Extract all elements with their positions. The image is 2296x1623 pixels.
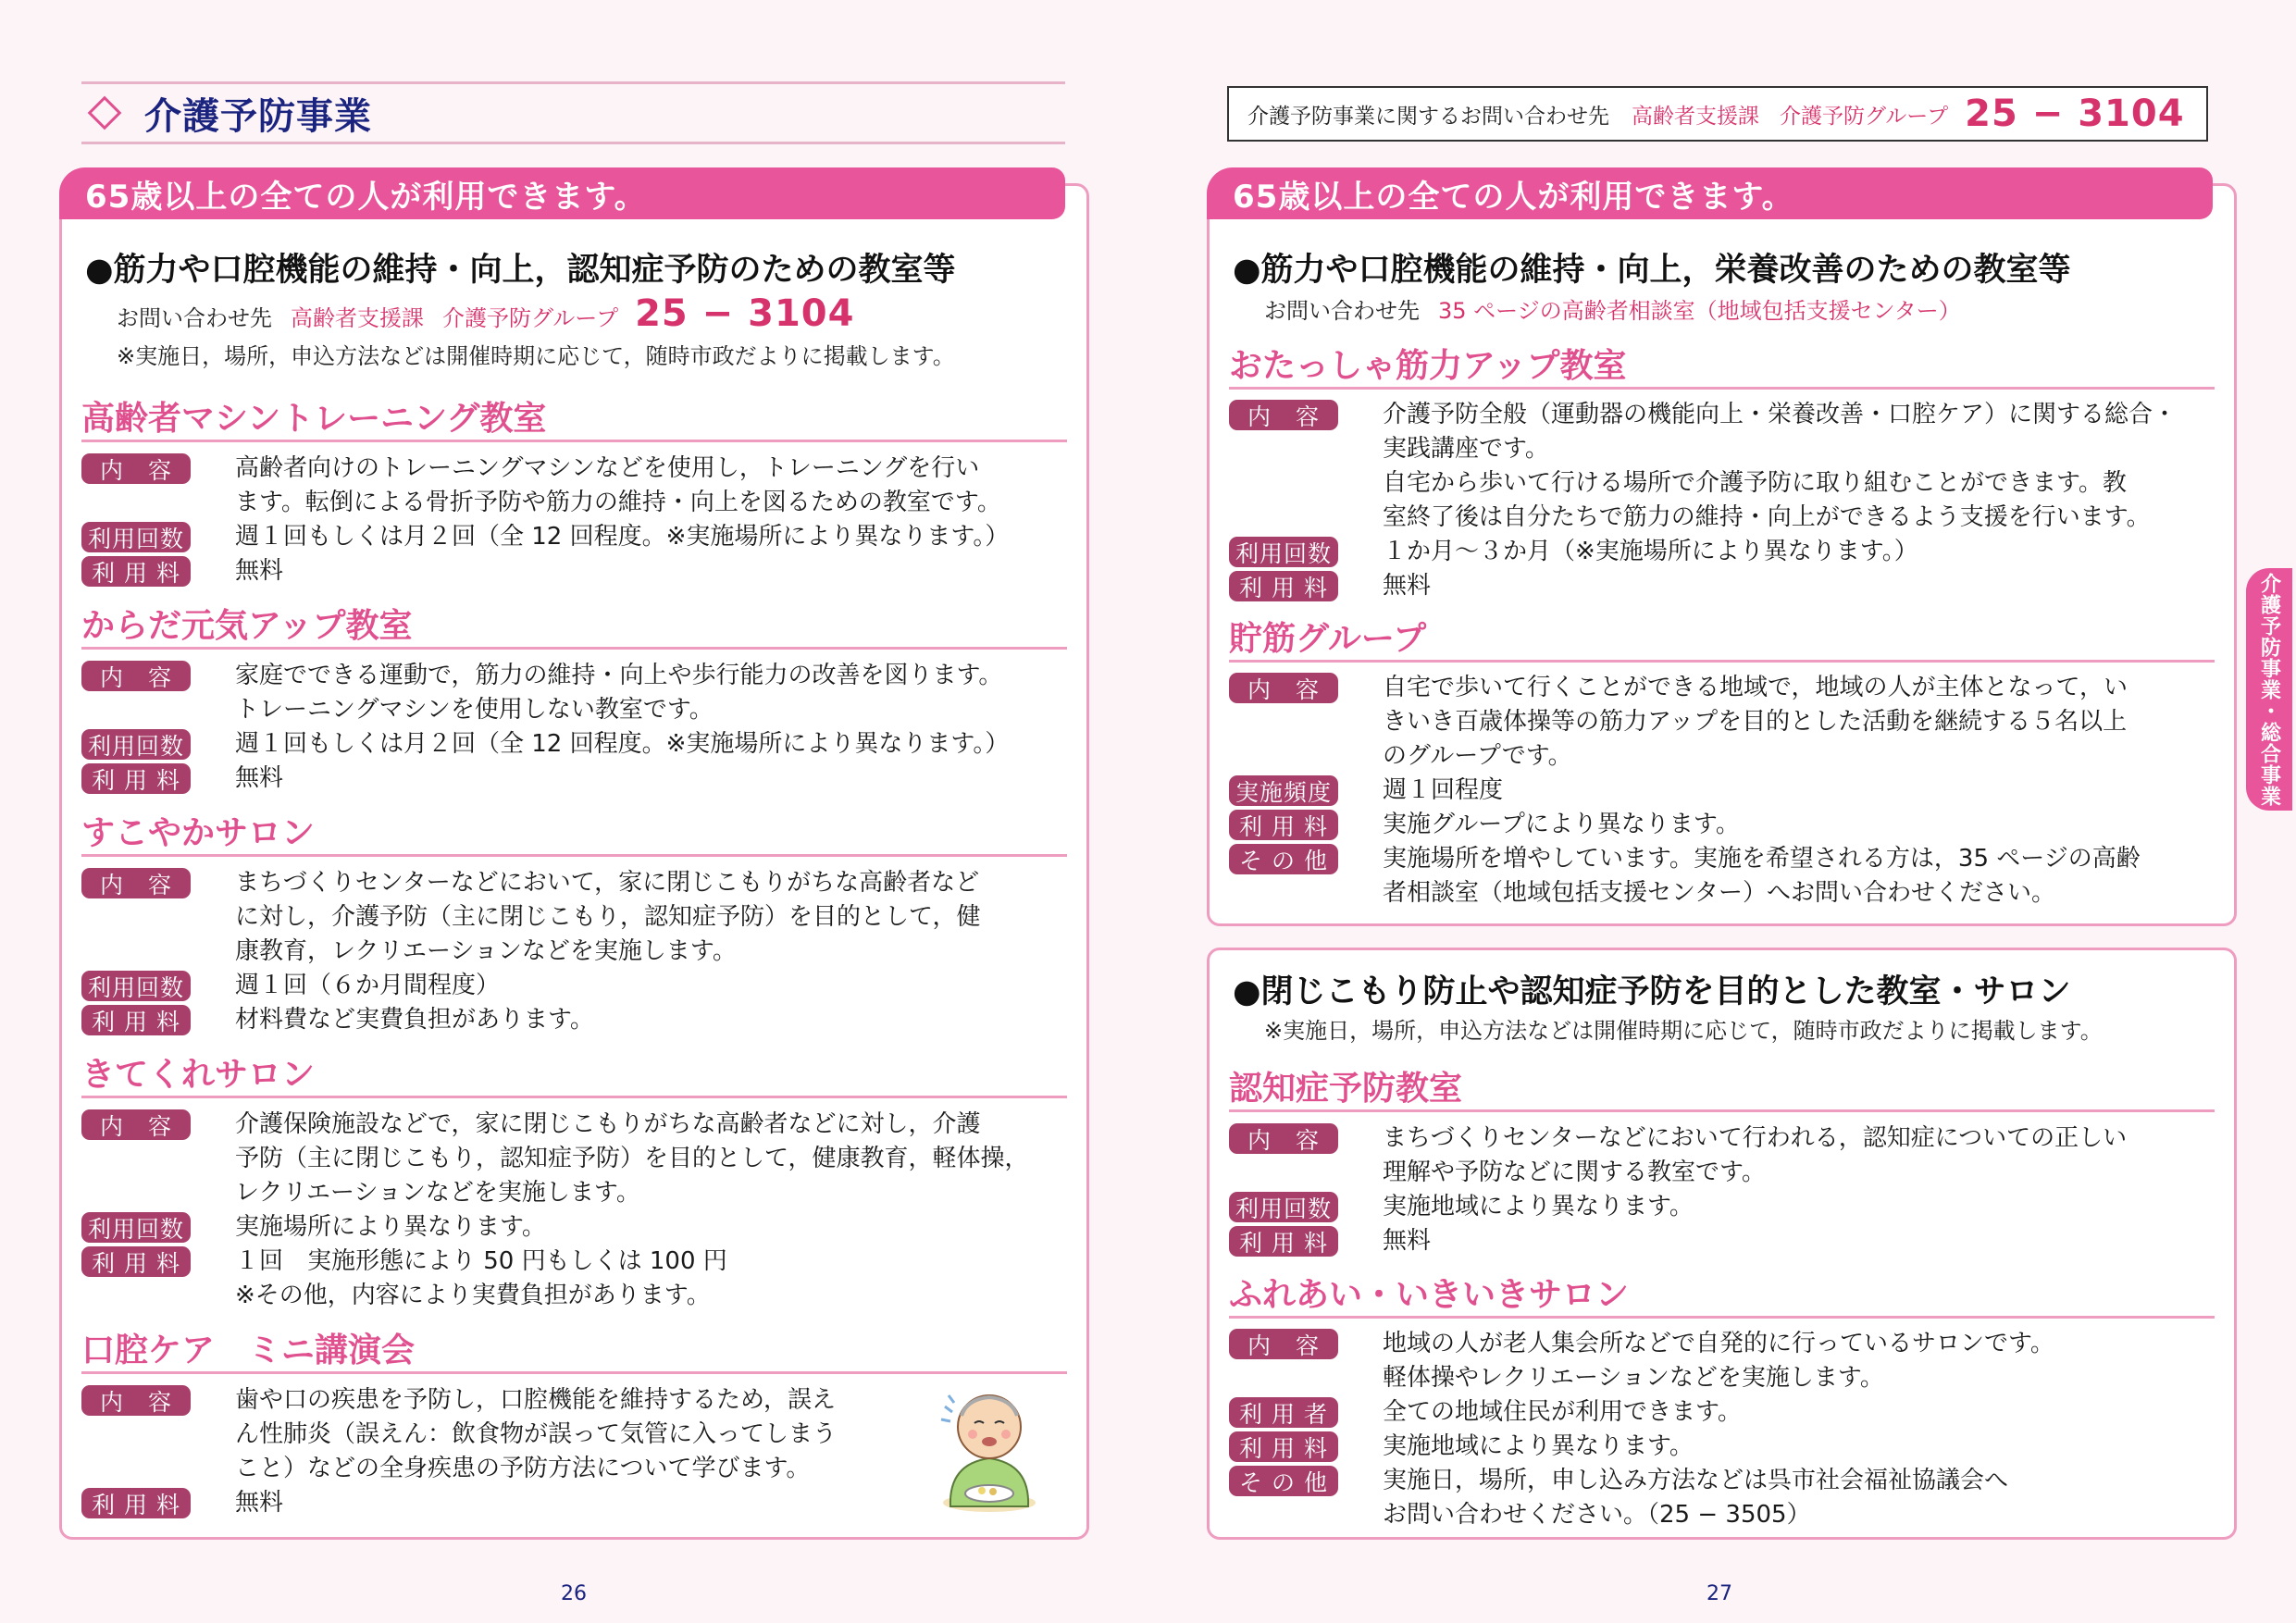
row-text: 自宅で歩いて行くことができる地域で，地域の人が主体となって，い きいき百歳体操等の筋力アップを目的とした活動を継続する５名以上 のグループです。	[1383, 674, 2128, 770]
program-title	[81, 811, 1067, 857]
row-text: 実施地域により異なります。	[1383, 1432, 1694, 1460]
row-tag: そ の 他	[1229, 1466, 1338, 1496]
info-row	[81, 1210, 546, 1245]
info-row	[81, 1003, 594, 1037]
info-row	[81, 659, 1002, 727]
row-text: 無料	[235, 557, 284, 585]
program-name: 口腔ケア ミニ講演会	[81, 1332, 416, 1369]
info-row	[1229, 1224, 1431, 1258]
row-text: 週１回程度	[1383, 776, 1504, 804]
row-tag: 利 用 料	[1229, 571, 1338, 601]
program-name: きてくれサロン	[81, 1056, 316, 1094]
info-row	[1229, 1464, 2008, 1532]
info-row	[1229, 1121, 2127, 1190]
info-row	[81, 762, 283, 796]
program-name: すこやかサロン	[81, 814, 316, 852]
info-row	[1229, 398, 2177, 535]
program-title	[1229, 343, 2215, 390]
row-tag: 利 用 料	[1229, 1226, 1338, 1257]
row-tag: 内 容	[1229, 400, 1338, 430]
info-row	[81, 727, 1009, 762]
program-name: 高齢者マシントレーニング教室	[81, 400, 547, 438]
row-tag: 利 用 料	[1229, 810, 1338, 840]
row-tag: 利 用 者	[1229, 1397, 1338, 1428]
row-text: まちづくりセンターなどにおいて行われる，認知症についての正しい 理解や予防などに関する教室です。	[1383, 1124, 2128, 1186]
row-tag: そ の 他	[1229, 844, 1338, 874]
row-text: 週１回（６か月間程度）	[235, 972, 501, 999]
row-tag: 利 用 料	[81, 1488, 191, 1518]
program-name: 貯筋グループ	[1229, 620, 1427, 658]
row-text: 材料費など実費負担があります。	[235, 1006, 594, 1034]
row-tag: 内 容	[1229, 673, 1338, 703]
program-title	[81, 1052, 1067, 1098]
row-text: 実施日，場所，申し込み方法などは呉市社会福祉協議会へ お問い合わせください。（25 − 3505）	[1383, 1467, 2009, 1529]
side-index-tab[interactable]: 介護予防事業・総合事業	[2246, 568, 2292, 811]
row-tag: 利用回数	[81, 1212, 191, 1243]
contact-label: お問い合わせ先	[117, 305, 272, 331]
info-row	[81, 554, 283, 588]
schedule-note: ※実施日，場所，申込方法などは開催時期に応じて，随時市政だよりに掲載します。	[117, 343, 955, 369]
info-row	[1229, 569, 1431, 603]
row-tag: 利用回数	[81, 729, 191, 760]
eligibility-banner: 65歳以上の全ての人が利用できます。	[1207, 167, 2213, 219]
row-text: 全ての地域住民が利用できます。	[1383, 1398, 1742, 1426]
page-number: 27	[1706, 1582, 1732, 1605]
diamond-icon	[88, 96, 122, 130]
schedule-note: ※実施日，場所，申込方法などは開催時期に応じて，随時市政だよりに掲載します。	[1264, 1018, 2103, 1044]
row-tag: 利用回数	[1229, 1192, 1338, 1222]
row-tag: 内 容	[81, 1109, 191, 1140]
row-text: 無料	[1383, 572, 1432, 600]
info-row	[81, 452, 1001, 520]
row-text: １回 実施形態により 50 円もしくは 100 円 ※その他，内容により実費負担があります。	[235, 1247, 727, 1309]
row-text: 実施グループにより異なります。	[1383, 811, 1740, 838]
info-row	[81, 1245, 727, 1313]
row-tag: 内 容	[81, 868, 191, 898]
contact-tel: 25 − 3104	[635, 292, 855, 335]
contact-text: 35 ページの高齢者相談室（地域包括支援センター）	[1438, 298, 1961, 324]
row-tag: 利 用 料	[81, 556, 191, 587]
elderly-man-eating-illustration	[930, 1379, 1049, 1516]
program-title	[1229, 1066, 2215, 1112]
row-text: 無料	[235, 764, 284, 792]
row-text: 週１回もしくは月２回（全 12 回程度。※実施場所により異なります。）	[235, 523, 1010, 551]
info-row	[1229, 1430, 1694, 1464]
header-group: 介護予防グループ	[1780, 104, 1949, 129]
page-title-bar	[81, 81, 1065, 144]
contact-group: 介護予防グループ	[442, 305, 619, 331]
contact-dept: 高齢者支援課	[291, 305, 424, 331]
row-text: 介護予防全般（運動器の機能向上・栄養改善・口腔ケア）に関する総合・ 実践講座です。 自宅から歩いて行ける場所で介護予防に取り組むことができます。教 室終了後は自分たちで筋力の維持・向上ができるよう支援を行います。	[1383, 401, 2178, 531]
program-title	[81, 1328, 1067, 1374]
row-tag: 内 容	[81, 453, 191, 484]
row-text: 実施場所により異なります。	[235, 1213, 546, 1241]
program-title	[1229, 1272, 2215, 1319]
page-number: 26	[561, 1582, 587, 1605]
row-tag: 利用回数	[1229, 537, 1338, 567]
row-text: 地域の人が老人集会所などで自発的に行っているサロンです。 軽体操やレクリエーションなどを実施します。	[1383, 1330, 2054, 1392]
info-row	[81, 866, 980, 969]
info-row	[1229, 1327, 2054, 1395]
row-tag: 内 容	[1229, 1329, 1338, 1359]
program-title	[1229, 616, 2215, 663]
row-tag: 内 容	[81, 661, 191, 691]
contact-header	[1227, 86, 2208, 142]
row-text: 無料	[235, 1489, 284, 1517]
info-row	[81, 1108, 1028, 1210]
info-row	[1229, 842, 2141, 911]
row-text: まちづくりセンターなどにおいて，家に閉じこもりがちな高齢者など に対し，介護予防（主に閉じこもり，認知症予防）を目的として，健 康教育，レクリエーションなどを実施します。	[235, 869, 981, 965]
contact-line	[1264, 292, 1961, 325]
row-tag: 利用回数	[81, 971, 191, 1001]
contact-line	[117, 292, 854, 335]
info-row	[1229, 774, 1503, 808]
info-row	[1229, 535, 1918, 569]
info-row	[1229, 808, 1740, 842]
info-row	[1229, 1395, 1742, 1430]
program-title	[81, 603, 1067, 650]
row-tag: 利 用 料	[81, 763, 191, 794]
program-name: ふれあい・いきいきサロン	[1229, 1276, 1630, 1314]
page-27	[1148, 0, 2296, 1623]
info-row	[81, 1383, 837, 1486]
row-text: 実施地域により異なります。	[1383, 1193, 1694, 1220]
header-tel: 25 − 3104	[1965, 93, 2185, 135]
program-name: 認知症予防教室	[1229, 1070, 1463, 1108]
row-text: 週１回もしくは月２回（全 12 回程度。※実施場所により異なります。）	[235, 730, 1010, 758]
program-title	[81, 396, 1067, 442]
row-tag: 内 容	[1229, 1123, 1338, 1154]
row-text: 家庭でできる運動で，筋力の維持・向上や歩行能力の改善を図ります。 トレーニングマシンを使用しない教室です。	[235, 662, 1003, 724]
row-text: 高齢者向けのトレーニングマシンなどを使用し，トレーニングを行い ます。転倒による骨折予防や筋力の維持・向上を図るための教室です。	[235, 454, 1001, 516]
section-heading: ●閉じこもり防止や認知症予防を目的とした教室・サロン	[1233, 973, 2071, 1010]
header-dept: 高齢者支援課	[1632, 104, 1759, 129]
row-tag: 利 用 料	[81, 1246, 191, 1277]
info-row	[81, 520, 1009, 554]
section-heading: ●筋力や口腔機能の維持・向上，栄養改善のための教室等	[1233, 252, 2071, 289]
info-row	[81, 969, 500, 1003]
info-row	[1229, 671, 2128, 774]
info-row	[81, 1486, 283, 1520]
section-heading: ●筋力や口腔機能の維持・向上，認知症予防のための教室等	[85, 252, 956, 289]
row-tag: 内 容	[81, 1385, 191, 1416]
program-name: おたっしゃ筋力アップ教室	[1229, 347, 1627, 385]
info-row	[1229, 1190, 1694, 1224]
header-label: 介護予防事業に関するお問い合わせ先	[1247, 104, 1609, 129]
row-text: 歯や口の疾患を予防し，口腔機能を維持するため，誤え ん性肺炎（誤えん：飲食物が誤って気管に入ってしまう こと）などの全身疾患の予防方法について学びます。	[235, 1386, 838, 1482]
page-title: 介護予防事業	[144, 94, 372, 138]
row-tag: 利 用 料	[81, 1005, 191, 1035]
row-tag: 利用回数	[81, 522, 191, 552]
row-tag: 利 用 料	[1229, 1431, 1338, 1462]
contact-label: お問い合わせ先	[1264, 298, 1420, 324]
row-text: 実施場所を増やしています。実施を希望される方は，35 ページの高齢 者相談室（地域包括支援センター）へお問い合わせください。	[1383, 845, 2141, 907]
row-text: 介護保険施設などで，家に閉じこもりがちな高齢者などに対し，介護 予防（主に閉じこもり，認知症予防）を目的として，健康教育，軽体操， レクリエーションなどを実施します。	[235, 1110, 1029, 1207]
eligibility-banner: 65歳以上の全ての人が利用できます。	[59, 167, 1065, 219]
program-name: からだ元気アップ教室	[81, 607, 413, 645]
row-text: １か月〜３か月（※実施場所により異なります。）	[1383, 538, 1918, 565]
row-text: 無料	[1383, 1227, 1432, 1255]
row-tag: 実施頻度	[1229, 775, 1338, 806]
